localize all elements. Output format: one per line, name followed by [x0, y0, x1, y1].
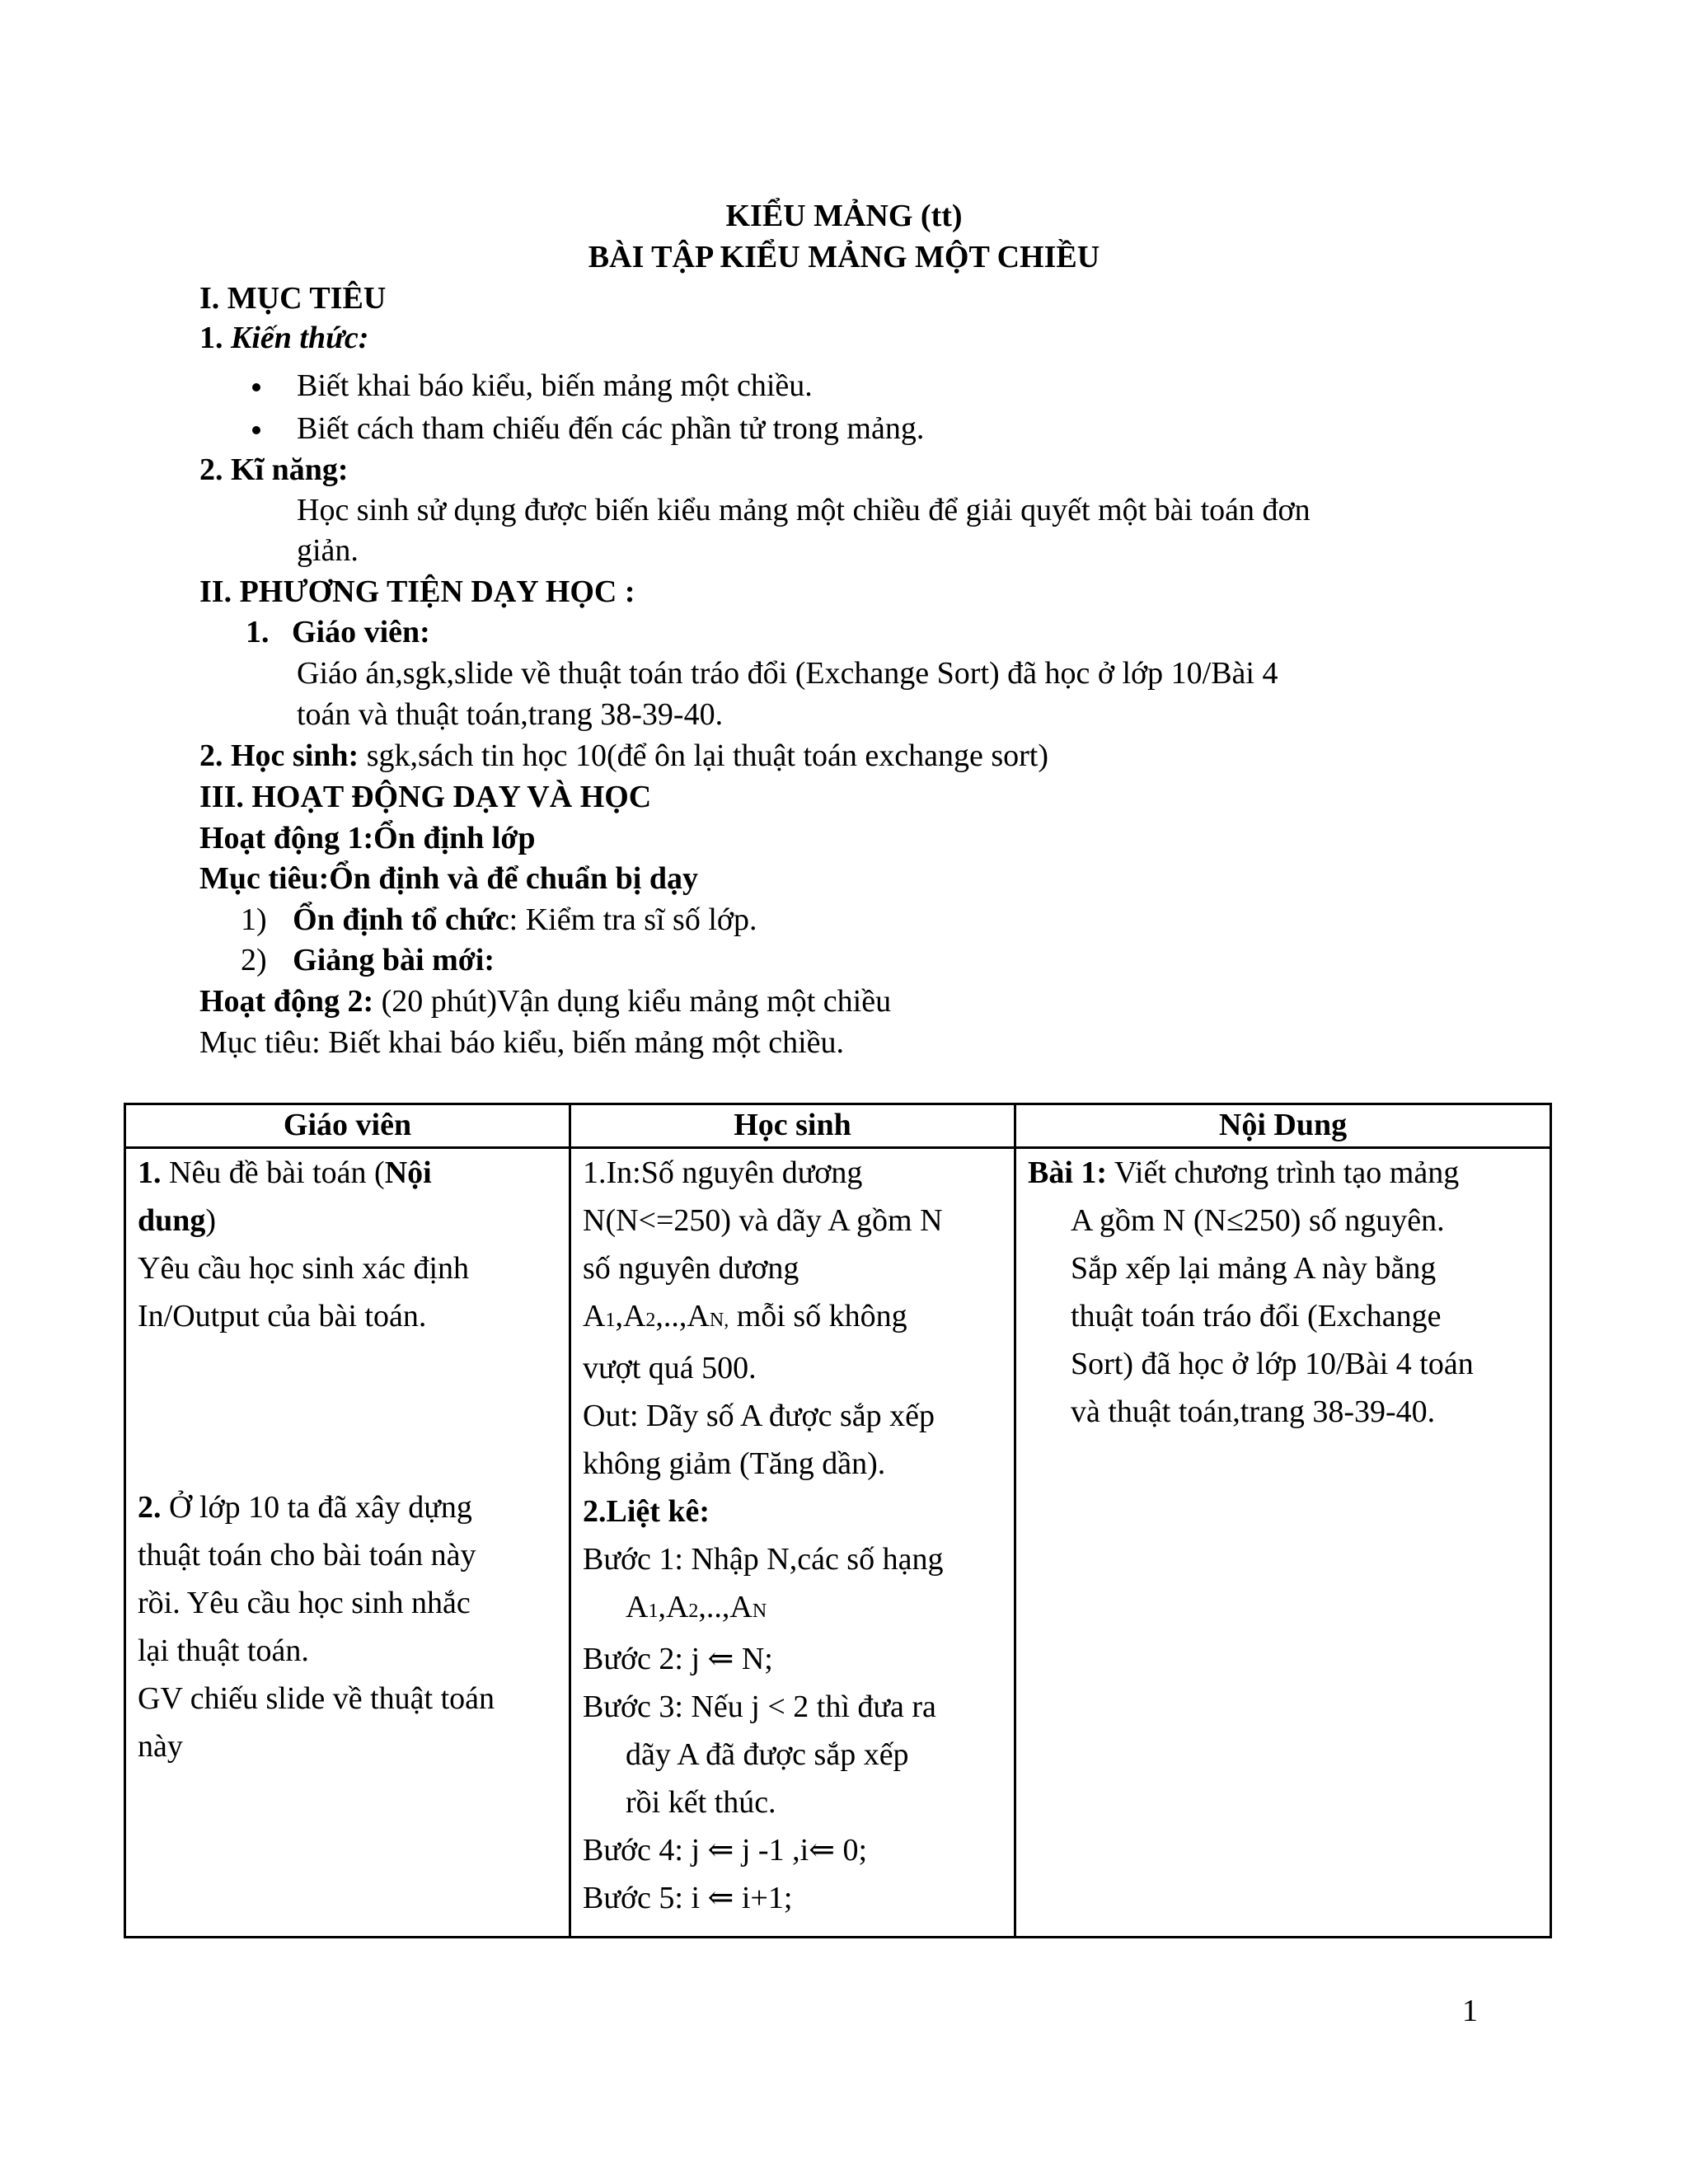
teacher-resource-heading [246, 614, 430, 650]
exercise-text: Viết chương trình tạo mảng [1107, 1155, 1460, 1190]
subscript: 1 [605, 1310, 616, 1331]
teacher-task-1-bold: Nội [384, 1155, 432, 1190]
teacher-task-2-num: 2. [138, 1490, 162, 1525]
content-line-3: Sắp xếp lại mảng A này bằng [1071, 1251, 1437, 1286]
step-3-line-2: dãy A đã được sắp xếp [626, 1737, 909, 1772]
teacher-task-2-line-4: lại thuật toán. [138, 1633, 309, 1668]
subscript: 2 [688, 1601, 699, 1622]
array-symbol: A [583, 1299, 606, 1333]
content-line-5: Sort) đã học ở lớp 10/Bài 4 toán [1071, 1347, 1474, 1381]
table-row [125, 1148, 1551, 1938]
student-line-4-tail: mỗi số không [729, 1299, 907, 1333]
teacher-task-1-text: Nêu đề bài toán ( [161, 1155, 385, 1190]
step-2 [241, 942, 495, 978]
knowledge-bullet-2: Biết cách tham chiếu đến các phần tử trong mảng. [297, 411, 925, 446]
student-resource-label: 2. Học sinh: [199, 738, 359, 773]
header-teacher: Giáo viên [125, 1104, 570, 1148]
content-line-1 [1028, 1149, 1538, 1197]
teacher-task-2-line-3: rồi. Yêu cầu học sinh nhắc [138, 1586, 471, 1620]
student-line-5: vượt quá 500. [583, 1351, 757, 1385]
title-line-2: BÀI TẬP KIỂU MẢNG MỘT CHIỀU [588, 240, 1100, 274]
step-2-num: 2) [241, 943, 267, 977]
student-resource-text: sgk,sách tin học 10(để ôn lại thuật toán exchange sort) [359, 738, 1049, 773]
step-2-line: Bước 2: j ⇐ N; [583, 1642, 773, 1676]
content-line-4: thuật toán tráo đổi (Exchange [1071, 1299, 1442, 1333]
section-1-heading: I. MỤC TIÊU [199, 281, 387, 316]
skill-heading: 2. Kĩ năng: [199, 452, 349, 487]
student-line-1: 1.In:Số nguyên dương [583, 1155, 863, 1190]
student-resource [199, 738, 1048, 774]
array-symbol: A [626, 1590, 649, 1624]
teacher-resource-text-2: toán và thuật toán,trang 38-39-40. [297, 697, 724, 732]
student-line-6: Out: Dãy số A được sắp xếp [583, 1399, 935, 1433]
section-2-heading: II. PHƯƠNG TIỆN DẠY HỌC : [199, 574, 635, 609]
teacher-task-2-line-2: thuật toán cho bài toán này [138, 1538, 476, 1572]
teacher-cell [125, 1148, 570, 1938]
activity-2-objective: Mục tiêu: Biết khai báo kiểu, biến mảng một chiều. [199, 1025, 844, 1060]
teacher-task-1-close: ) [205, 1203, 217, 1238]
content-line-6: và thuật toán,trang 38-39-40. [1071, 1394, 1436, 1429]
step-1-num: 1) [241, 902, 267, 937]
student-line-4: A1,A2,..,AN, mỗi số không [583, 1299, 907, 1333]
teacher-task-2-text: Ở lớp 10 ta đã xây dựng [161, 1490, 472, 1525]
teacher-task-2-line-5: GV chiếu slide về thuật toán [138, 1681, 495, 1716]
spacer [138, 1436, 557, 1483]
knowledge-num: 1. [199, 321, 223, 355]
title-main: KIỂU MẢNG (tt) [725, 199, 963, 233]
section-3-heading: III. HOẠT ĐỘNG DẠY VÀ HỌC [199, 780, 652, 814]
activity-2-text: (20 phút)Vận dụng kiểu mảng một chiều [373, 984, 892, 1019]
spacer [138, 1388, 557, 1436]
step-3-line-1: Bước 3: Nếu j < 2 thì đưa ra [583, 1690, 936, 1724]
header-content: Nội Dung [1015, 1104, 1551, 1148]
activity-2-label: Hoạt động 2: [199, 984, 374, 1019]
student-line-2: N(N<=250) và dãy A gồm N [583, 1203, 943, 1238]
activity-1-objective: Mục tiêu:Ổn định và để chuẩn bị dạy [199, 861, 698, 896]
table-header-row [125, 1104, 1551, 1148]
step-5-line: Bước 5: i ⇐ i+1; [583, 1881, 793, 1915]
subscript: N, [709, 1310, 729, 1331]
subscript: 2 [645, 1310, 656, 1331]
step-1 [241, 902, 757, 938]
header-student: Học sinh [570, 1104, 1015, 1148]
skill-text-2: giản. [297, 533, 359, 568]
teacher-task-1-line-2 [138, 1197, 557, 1244]
bullet-icon [252, 383, 260, 391]
teacher-task-1-line-1 [138, 1149, 557, 1197]
teacher-task-1-bold-2: dung [138, 1203, 206, 1238]
student-line-3: số nguyên dương [583, 1251, 799, 1286]
content-line-2: A gồm N (N≤250) số nguyên. [1071, 1203, 1445, 1238]
student-cell [570, 1148, 1015, 1938]
teacher-resource-text-1: Giáo án,sgk,slide về thuật toán tráo đổi (Exchange Sort) đã học ở lớp 10/Bài 4 [297, 656, 1278, 691]
knowledge-heading [199, 320, 368, 356]
array-symbol: A [622, 1299, 646, 1333]
subscript: N [752, 1601, 767, 1622]
teacher-task-1-line-4: In/Output của bài toán. [138, 1299, 427, 1333]
knowledge-label: Kiến thức: [231, 321, 369, 355]
step-3-line-3: rồi kết thúc. [626, 1785, 776, 1820]
teacher-task-1-line-3: Yêu cầu học sinh xác định [138, 1251, 470, 1286]
teacher-task-1-num: 1. [138, 1155, 162, 1190]
subscript: 1 [648, 1601, 659, 1622]
array-symbol: A [729, 1590, 753, 1624]
activity-table [124, 1103, 1552, 1938]
skill-text-1: Học sinh sử dụng được biến kiểu mảng một chiều để giải quyết một bài toán đơn [297, 493, 1311, 527]
step-1-terms: A1,A2,..,AN [626, 1590, 767, 1624]
knowledge-bullet-1: Biết khai báo kiểu, biến mảng một chiều. [297, 368, 813, 403]
array-symbol: A [687, 1299, 710, 1333]
step-1-label: Ổn định tổ chức [293, 902, 509, 937]
exercise-label: Bài 1: [1028, 1155, 1108, 1190]
step-2-label: Giảng bài mới: [293, 943, 495, 977]
step-1-line: Bước 1: Nhập N,các số hạng [583, 1542, 944, 1577]
step-1-text: : Kiểm tra sĩ số lớp. [509, 902, 757, 937]
step-4-line: Bước 4: j ⇐ j -1 ,i⇐ 0; [583, 1833, 868, 1868]
teacher-resource-num: 1. [246, 615, 270, 649]
teacher-task-2-line-1 [138, 1483, 557, 1531]
activity-2-heading [199, 983, 891, 1019]
teacher-task-2-line-6: này [138, 1729, 183, 1764]
title-line-1 [0, 198, 1688, 234]
student-line-8: 2.Liệt kê: [583, 1494, 710, 1529]
student-line-7: không giảm (Tăng dần). [583, 1446, 886, 1481]
teacher-resource-label: Giáo viên: [292, 615, 430, 649]
array-symbol: A [665, 1590, 689, 1624]
page-number: 1 [1462, 1994, 1478, 2028]
spacer [138, 1340, 557, 1388]
activity-1-heading: Hoạt động 1:Ổn định lớp [199, 821, 536, 855]
content-cell [1015, 1148, 1551, 1938]
bullet-icon [252, 426, 260, 434]
